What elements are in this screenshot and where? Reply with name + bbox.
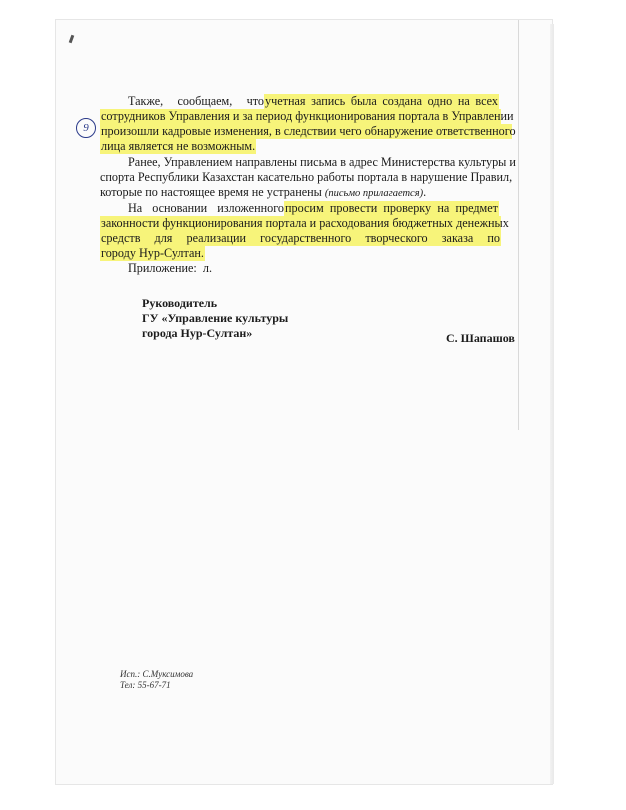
paragraph-2-line-3 [100, 185, 426, 201]
paragraph-1-line-3: произошли кадровые изменения, в следствии чего обнаружение ответственного [101, 124, 516, 138]
fold-line [514, 20, 519, 430]
p1-line1-highlight: учетная запись была создана одно на всех [265, 94, 498, 108]
attachment-line: Приложение: л. [128, 261, 213, 275]
page-edge [550, 24, 554, 784]
executor-note: Исп.: С.Муксимова [120, 669, 194, 679]
paragraph-2-line-2: спорта Республики Казахстан касательно работы портала в нарушение Правил, [100, 170, 513, 184]
signatory-name: С. Шапашов [446, 331, 515, 345]
p3-line1-highlight: просим провести проверку на предмет [285, 201, 498, 215]
signature-title-1: Руководитель [142, 296, 218, 310]
executor-phone: Тел: 55-67-71 [120, 680, 171, 690]
paragraph-1-line-2: сотрудников Управления и за период функционирования портала в Управлении [101, 109, 514, 123]
signature-title-2: ГУ «Управление культуры [142, 311, 289, 325]
p2-line3-end: . [423, 185, 427, 199]
paragraph-3-line-4: городу Нур-Султан. [101, 246, 204, 260]
p2-line3-italic: (письмо прилагается) [324, 188, 424, 199]
paragraph-3-line-1 [128, 201, 499, 216]
paragraph-3-line-3: средств для реализации государственного творческого заказа по [101, 231, 500, 245]
margin-note-circle: 9 [76, 118, 96, 138]
paragraph-2-line-1: Ранее, Управлением направлены письма в адрес Министерства культуры и [128, 155, 516, 169]
paragraph-1-line-1 [128, 94, 499, 109]
paragraph-3-line-2: законности функционирования портала и расходования бюджетных денежных [101, 216, 509, 230]
p1-line1-text: Также, сообщаем, что [128, 94, 264, 108]
paragraph-1-line-4: лица является не возможным. [101, 139, 256, 153]
p3-line1-text: На основании изложенного [128, 201, 284, 215]
signature-title-3: города Нур-Султан» [142, 326, 253, 340]
p2-line3-text: которые по настоящее время не устранены [100, 185, 325, 199]
